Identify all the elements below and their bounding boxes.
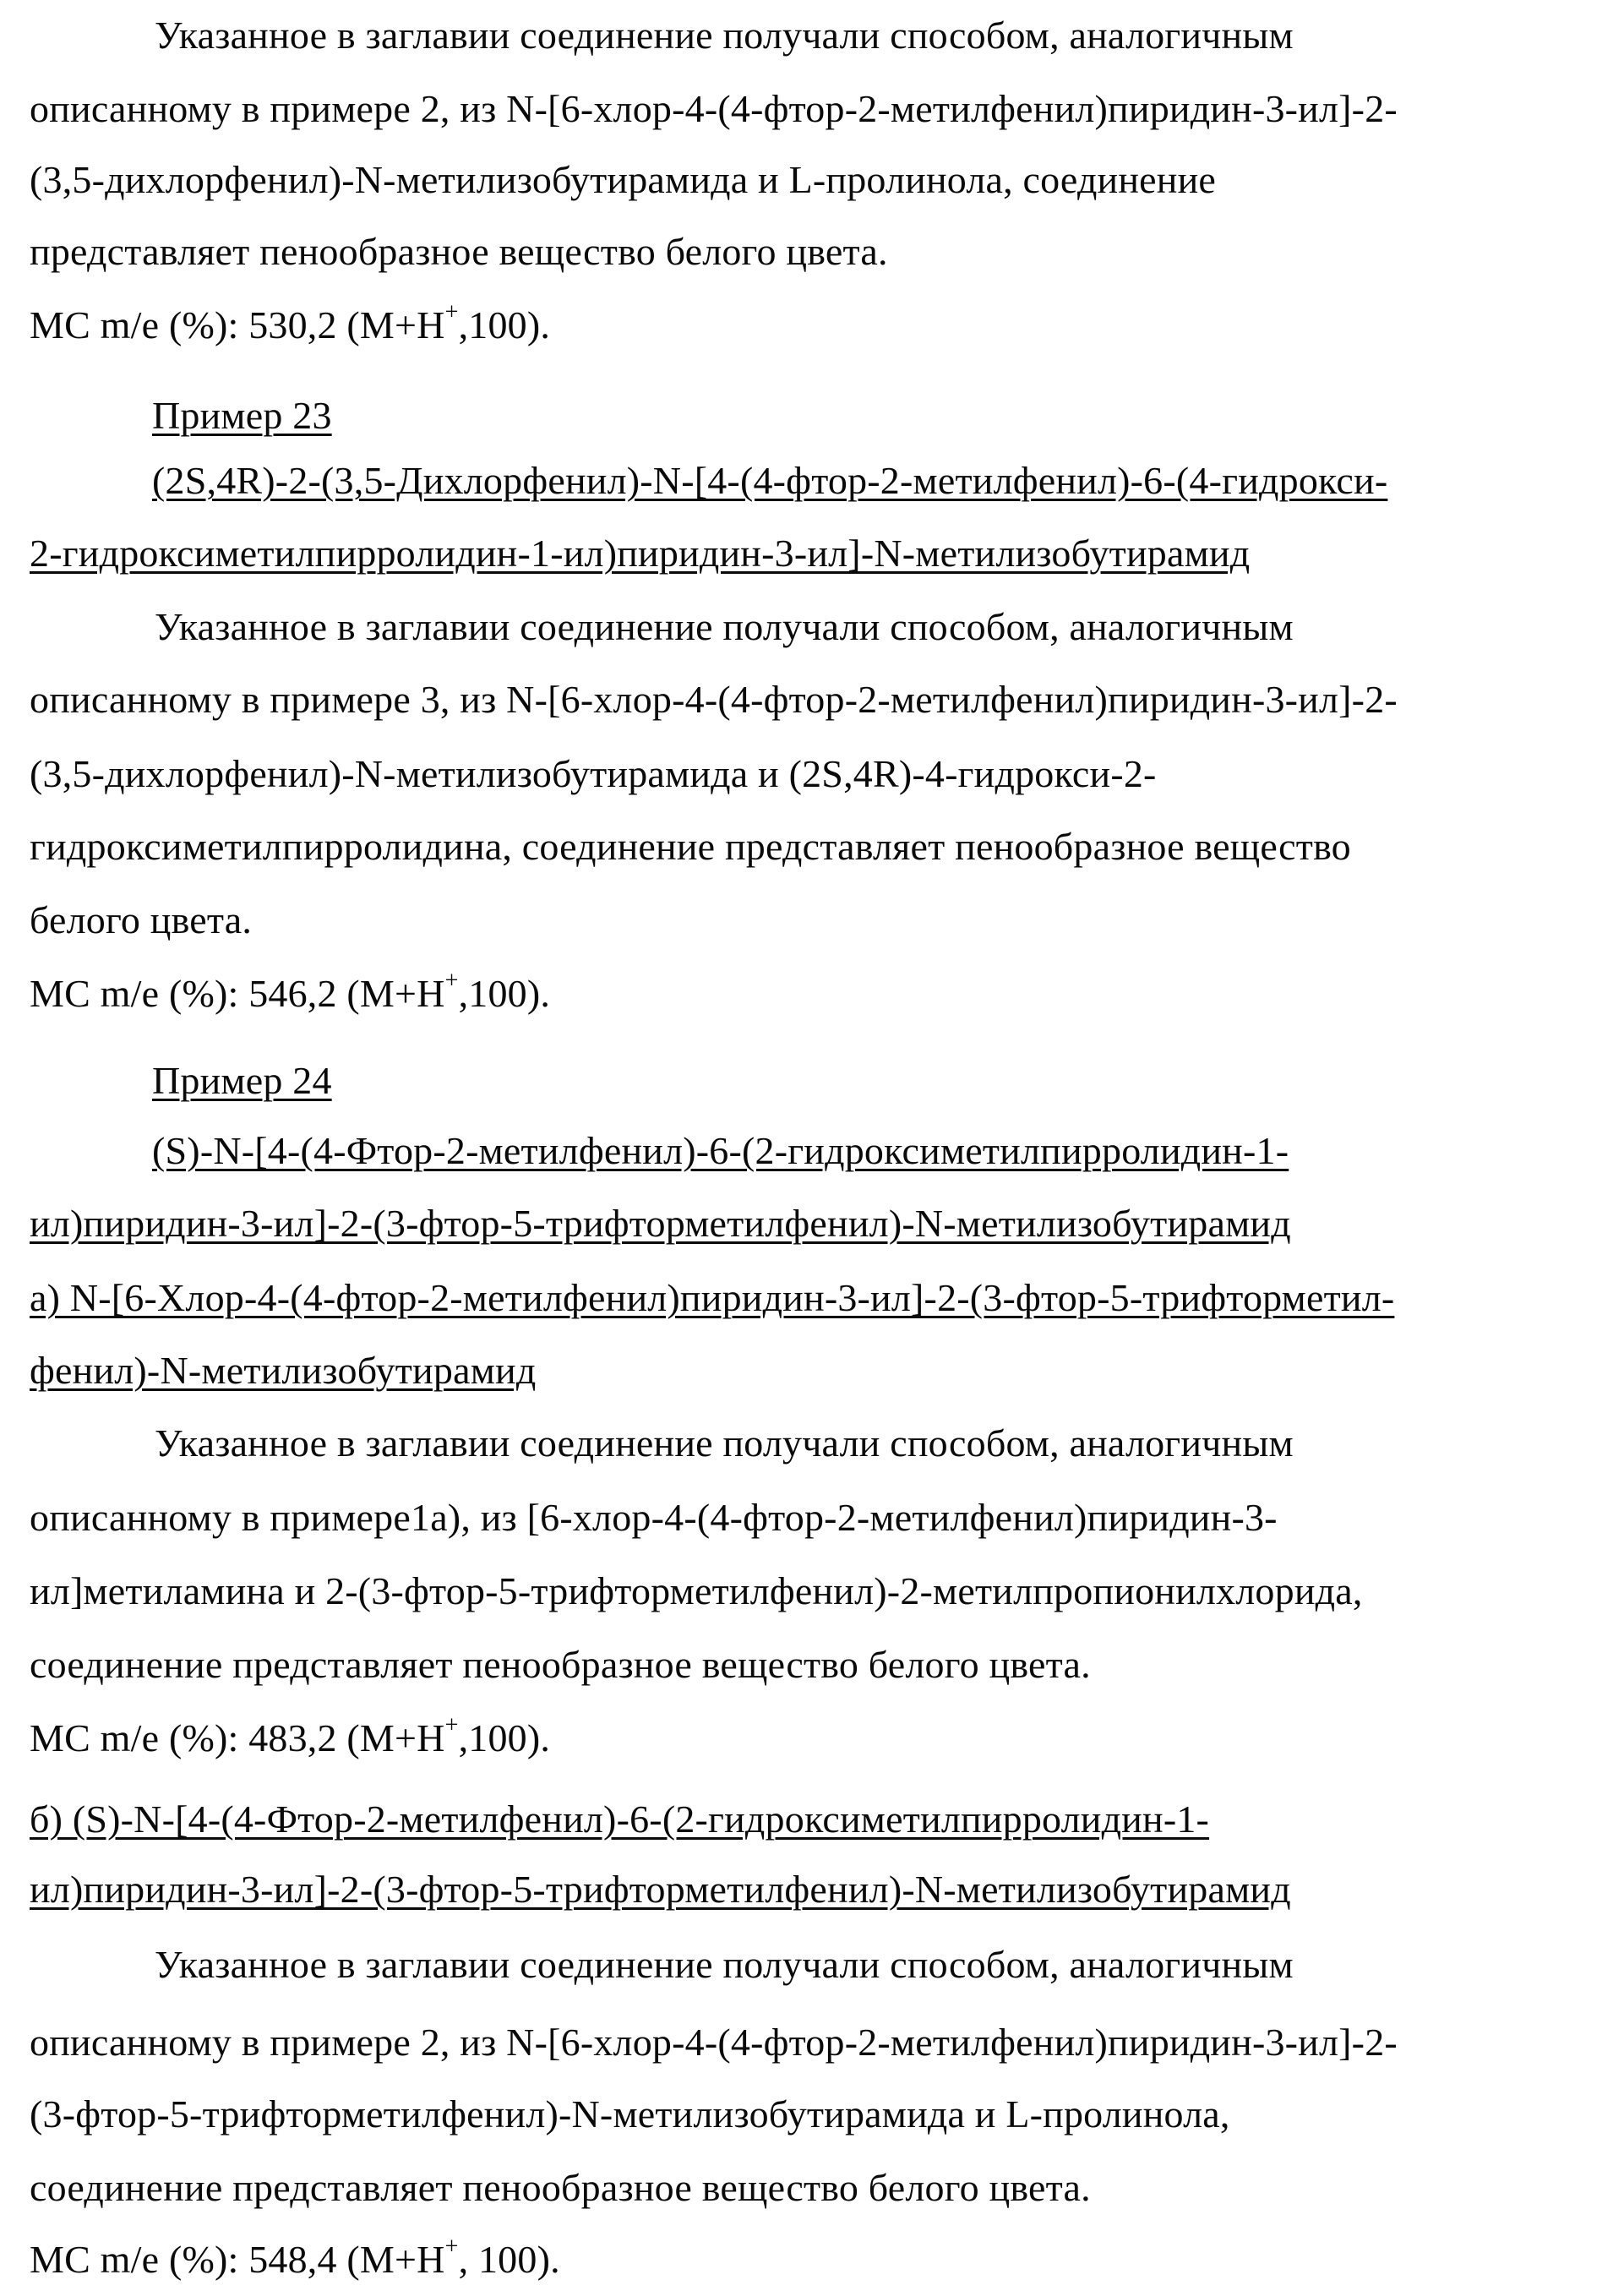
example-23-heading: Пример 23 — [152, 394, 332, 437]
paragraph-line: описанному в примере 2, из N-[6-хлор-4-(4-фтор-2-метилфенил)пиридин-3-ил]-2- — [30, 87, 1398, 130]
step-b-title-line: б) (S)-N-[4-(4-Фтор-2-метилфенил)-6-(2-гидроксиметилпирролидин-1- — [30, 1797, 1210, 1841]
paragraph-line: Указанное в заглавии соединение получали способом, аналогичным — [155, 605, 1294, 648]
ms-superscript: + — [444, 1711, 459, 1738]
ms-prefix: МС m/e (%): 483,2 (М+Н — [30, 1716, 445, 1759]
ms-prefix: МС m/e (%): 548,4 (М+Н — [30, 2238, 445, 2281]
step-b-title-line: ил)пиридин-3-ил]-2-(3-фтор-5-трифторметилфенил)-N-метилизобутирамид — [30, 1868, 1291, 1911]
ms-suffix: ,100). — [458, 303, 551, 346]
paragraph-line: (3,5-дихлорфенил)-N-метилизобутирамида и (2S,4R)-4-гидрокси-2- — [30, 752, 1157, 795]
ms-superscript: + — [444, 298, 459, 325]
paragraph-line: (3,5-дихлорфенил)-N-метилизобутирамида и L-пролинола, соединение — [30, 158, 1217, 201]
paragraph-line: Указанное в заглавии соединение получали способом, аналогичным — [155, 14, 1294, 57]
paragraph-line: ил]метиламина и 2-(3-фтор-5-трифторметилфенил)-2-метилпропионилхлорида, — [30, 1569, 1363, 1612]
paragraph-line: гидроксиметилпирролидина, соединение представляет пенообразное вещество — [30, 825, 1351, 868]
step-a-title-line: фенил)-N-метилизобутирамид — [30, 1349, 537, 1392]
ms-suffix: , 100). — [458, 2238, 560, 2281]
paragraph-line: описанному в примере1а), из [6-хлор-4-(4-фтор-2-метилфенил)пиридин-3- — [30, 1496, 1278, 1539]
paragraph-line: соединение представляет пенообразное вещество белого цвета. — [30, 2166, 1091, 2209]
ms-suffix: ,100). — [458, 1716, 551, 1759]
ms-superscript: + — [444, 967, 459, 994]
ms-superscript: + — [444, 2233, 459, 2260]
mass-spec-line — [30, 298, 551, 349]
mass-spec-line — [30, 1711, 551, 1762]
step-a-title-line: а) N-[6-Хлор-4-(4-фтор-2-метилфенил)пиридин-3-ил]-2-(3-фтор-5-трифторметил- — [30, 1276, 1395, 1319]
ms-prefix: МС m/e (%): 530,2 (М+Н — [30, 303, 445, 346]
paragraph-line: описанному в примере 3, из N-[6-хлор-4-(4-фтор-2-метилфенил)пиридин-3-ил]-2- — [30, 678, 1398, 721]
ms-prefix: МС m/e (%): 546,2 (М+Н — [30, 972, 445, 1015]
paragraph-line: соединение представляет пенообразное вещество белого цвета. — [30, 1643, 1091, 1686]
example-24-title-line: (S)-N-[4-(4-Фтор-2-метилфенил)-6-(2-гидроксиметилпирролидин-1- — [152, 1129, 1289, 1172]
mass-spec-line — [30, 2233, 560, 2283]
paragraph-line: Указанное в заглавии соединение получали способом, аналогичным — [155, 1421, 1294, 1465]
example-23-title-line: (2S,4R)-2-(3,5-Дихлорфенил)-N-[4-(4-фтор-2-метилфенил)-6-(4-гидрокси- — [152, 459, 1388, 502]
paragraph-line: (3-фтор-5-трифторметилфенил)-N-метилизобутирамида и L-пролинола, — [30, 2092, 1230, 2136]
paragraph-line: белого цвета. — [30, 898, 253, 941]
example-24-heading: Пример 24 — [152, 1059, 332, 1102]
ms-suffix: ,100). — [458, 972, 551, 1015]
example-24-title-line: ил)пиридин-3-ил]-2-(3-фтор-5-трифторметилфенил)-N-метилизобутирамид — [30, 1202, 1291, 1245]
mass-spec-line — [30, 967, 551, 1017]
example-23-title-line: 2-гидроксиметилпирролидин-1-ил)пиридин-3-ил]-N-метилизобутирамид — [30, 532, 1251, 575]
paragraph-line: описанному в примере 2, из N-[6-хлор-4-(4-фтор-2-метилфенил)пиридин-3-ил]-2- — [30, 2021, 1398, 2064]
paragraph-line: представляет пенообразное вещество белого цвета. — [30, 230, 888, 273]
paragraph-line: Указанное в заглавии соединение получали способом, аналогичным — [155, 1943, 1294, 1986]
